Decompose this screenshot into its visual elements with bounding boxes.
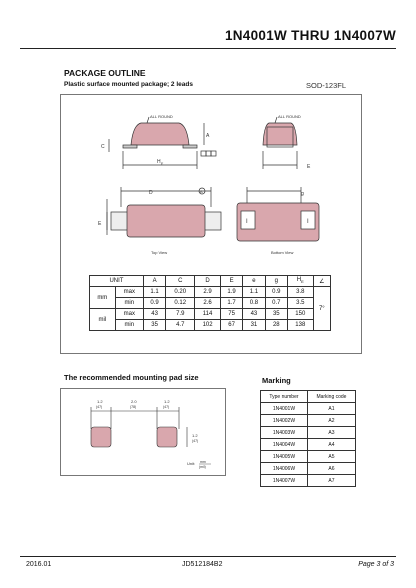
cell: 2.9 xyxy=(195,287,221,298)
footer-date: 2016.01 xyxy=(26,561,52,568)
table-row xyxy=(261,415,356,427)
cell: A5 xyxy=(307,451,355,463)
package-outline-frame xyxy=(60,94,362,354)
table-row xyxy=(90,298,331,309)
angle-value: 7° xyxy=(313,287,330,331)
marking-header-type: Type number xyxy=(261,391,308,403)
bottom-marker-left: I xyxy=(246,219,248,225)
cell: 1N4001W xyxy=(261,403,308,415)
cell: 138 xyxy=(287,320,313,331)
cell: 1N4003W xyxy=(261,427,308,439)
table-row xyxy=(261,403,356,415)
header-e-lower: e xyxy=(243,276,265,287)
mounting-frame xyxy=(60,388,226,476)
mounting-heading: The recommended mounting pad size xyxy=(64,373,199,382)
bottom-view-label: Bottom View xyxy=(271,250,294,255)
footer-rule xyxy=(20,556,396,557)
cell: 114 xyxy=(195,309,221,320)
end-view xyxy=(263,117,297,169)
table-row xyxy=(261,439,356,451)
cell: 102 xyxy=(195,320,221,331)
cell: A6 xyxy=(307,463,355,475)
allround-leader xyxy=(147,117,149,123)
cell: 3.5 xyxy=(287,298,313,309)
side-label-a: A xyxy=(206,133,210,139)
side-lead-left xyxy=(123,145,137,148)
pad-dim-1-mil: (47) xyxy=(96,405,103,409)
header-c: C xyxy=(166,276,195,287)
row-label: max xyxy=(115,287,143,298)
cell: 1.7 xyxy=(220,298,242,309)
marking-table-header xyxy=(261,391,356,403)
bottom-pad-left xyxy=(241,211,255,229)
top-label-d: D xyxy=(149,190,153,196)
cell: A7 xyxy=(307,475,355,487)
cell: 0.12 xyxy=(166,298,195,309)
marking-header-code: Marking code xyxy=(307,391,355,403)
header-e-upper: E xyxy=(220,276,242,287)
unit-denominator: (mil) xyxy=(199,465,206,469)
end-allround-label: ALL ROUND xyxy=(278,114,301,119)
cell: 1N4007W xyxy=(261,475,308,487)
cell: 0.9 xyxy=(265,287,287,298)
pad-dim-3-value: 1.2 xyxy=(164,399,170,404)
pad-dim-2-value: 2.0 xyxy=(131,399,137,404)
header-he xyxy=(287,276,313,287)
pad-left xyxy=(91,427,111,447)
cell: A2 xyxy=(307,415,355,427)
cell: 28 xyxy=(265,320,287,331)
header-d: D xyxy=(195,276,221,287)
cell: 4.7 xyxy=(166,320,195,331)
cell: 43 xyxy=(143,309,165,320)
cell: 31 xyxy=(243,320,265,331)
cell: 1N4006W xyxy=(261,463,308,475)
bottom-label-g: g xyxy=(301,191,304,197)
top-body xyxy=(127,205,205,237)
header-a: A xyxy=(143,276,165,287)
dimension-table xyxy=(89,275,331,331)
marking-heading: Marking xyxy=(262,376,291,385)
side-lead-right xyxy=(183,145,197,148)
dimension-table-header xyxy=(90,276,331,287)
cell: 3.8 xyxy=(287,287,313,298)
pad-dim-2-mil: (78) xyxy=(130,405,137,409)
side-body xyxy=(131,123,189,145)
table-row xyxy=(261,427,356,439)
package-subheading: Plastic surface mounted package; 2 leads xyxy=(64,81,193,88)
header-he-sub: E xyxy=(301,279,304,285)
header-unit: UNIT xyxy=(90,276,144,287)
footer-doc-id: JD512184B2 xyxy=(182,561,223,568)
table-row xyxy=(90,309,331,320)
cell: 1.1 xyxy=(143,287,165,298)
cell: 150 xyxy=(287,309,313,320)
row-label: max xyxy=(115,309,143,320)
table-row xyxy=(261,451,356,463)
top-view xyxy=(107,187,221,237)
bottom-marker-right: I xyxy=(307,219,309,225)
cell: 35 xyxy=(143,320,165,331)
top-view-label: Top View xyxy=(151,250,168,255)
unit-label: Unit: xyxy=(187,461,196,466)
cell: 75 xyxy=(220,309,242,320)
table-row xyxy=(261,475,356,487)
header-g: g xyxy=(265,276,287,287)
tol-box-2 xyxy=(206,151,211,156)
end-label-e: E xyxy=(307,164,311,170)
unit-mm: mm xyxy=(90,287,116,309)
cell: A3 xyxy=(307,427,355,439)
row-label: min xyxy=(115,298,143,309)
bottom-view xyxy=(237,187,319,241)
package-outline-heading: PACKAGE OUTLINE xyxy=(64,68,146,78)
cell: 0.9 xyxy=(143,298,165,309)
end-allround-leader xyxy=(275,117,277,123)
table-row xyxy=(261,463,356,475)
header-rule xyxy=(20,48,396,49)
side-label-he: H xyxy=(157,159,161,165)
pad-dim-1-value: 1.2 xyxy=(97,399,103,404)
tol-box-1 xyxy=(201,151,206,156)
header-angle: ∠ xyxy=(313,276,330,287)
unit-mil: mil xyxy=(90,309,116,331)
cell: 1.9 xyxy=(220,287,242,298)
cell: 67 xyxy=(220,320,242,331)
cell: 0.7 xyxy=(265,298,287,309)
document-title: 1N4001W THRU 1N4007W xyxy=(224,28,396,43)
cell: 1.1 xyxy=(243,287,265,298)
cell: 35 xyxy=(265,309,287,320)
cell: 43 xyxy=(243,309,265,320)
tol-box-3 xyxy=(211,151,216,156)
cell: 7.9 xyxy=(166,309,195,320)
cell: 1N4005W xyxy=(261,451,308,463)
unit-numerator: mm xyxy=(200,460,206,464)
footer-page: Page 3 of 3 xyxy=(358,561,394,568)
marking-table xyxy=(260,390,356,487)
pad-right xyxy=(157,427,177,447)
table-row xyxy=(90,287,331,298)
datum-a-label: A xyxy=(200,189,203,194)
pad-dim-4-value: 1.2 xyxy=(192,433,198,438)
row-label: min xyxy=(115,320,143,331)
pad-dim-4-mil: (47) xyxy=(192,439,199,443)
header-he-main: H xyxy=(296,277,302,284)
mounting-drawing xyxy=(61,389,225,475)
cell: A4 xyxy=(307,439,355,451)
cell: 0.20 xyxy=(166,287,195,298)
cell: 1N4002W xyxy=(261,415,308,427)
cell: 1N4004W xyxy=(261,439,308,451)
end-body xyxy=(263,123,297,145)
cell: 2.6 xyxy=(195,298,221,309)
side-label-he-sub: E xyxy=(161,162,164,166)
side-allround-label: ALL ROUND xyxy=(150,114,173,119)
side-label-c: C xyxy=(101,144,105,150)
table-row xyxy=(90,320,331,331)
cell: A1 xyxy=(307,403,355,415)
top-label-e: E xyxy=(98,221,102,227)
pad-dim-3-mil: (47) xyxy=(163,405,170,409)
package-code: SOD-123FL xyxy=(306,81,347,90)
cell: 0.8 xyxy=(243,298,265,309)
